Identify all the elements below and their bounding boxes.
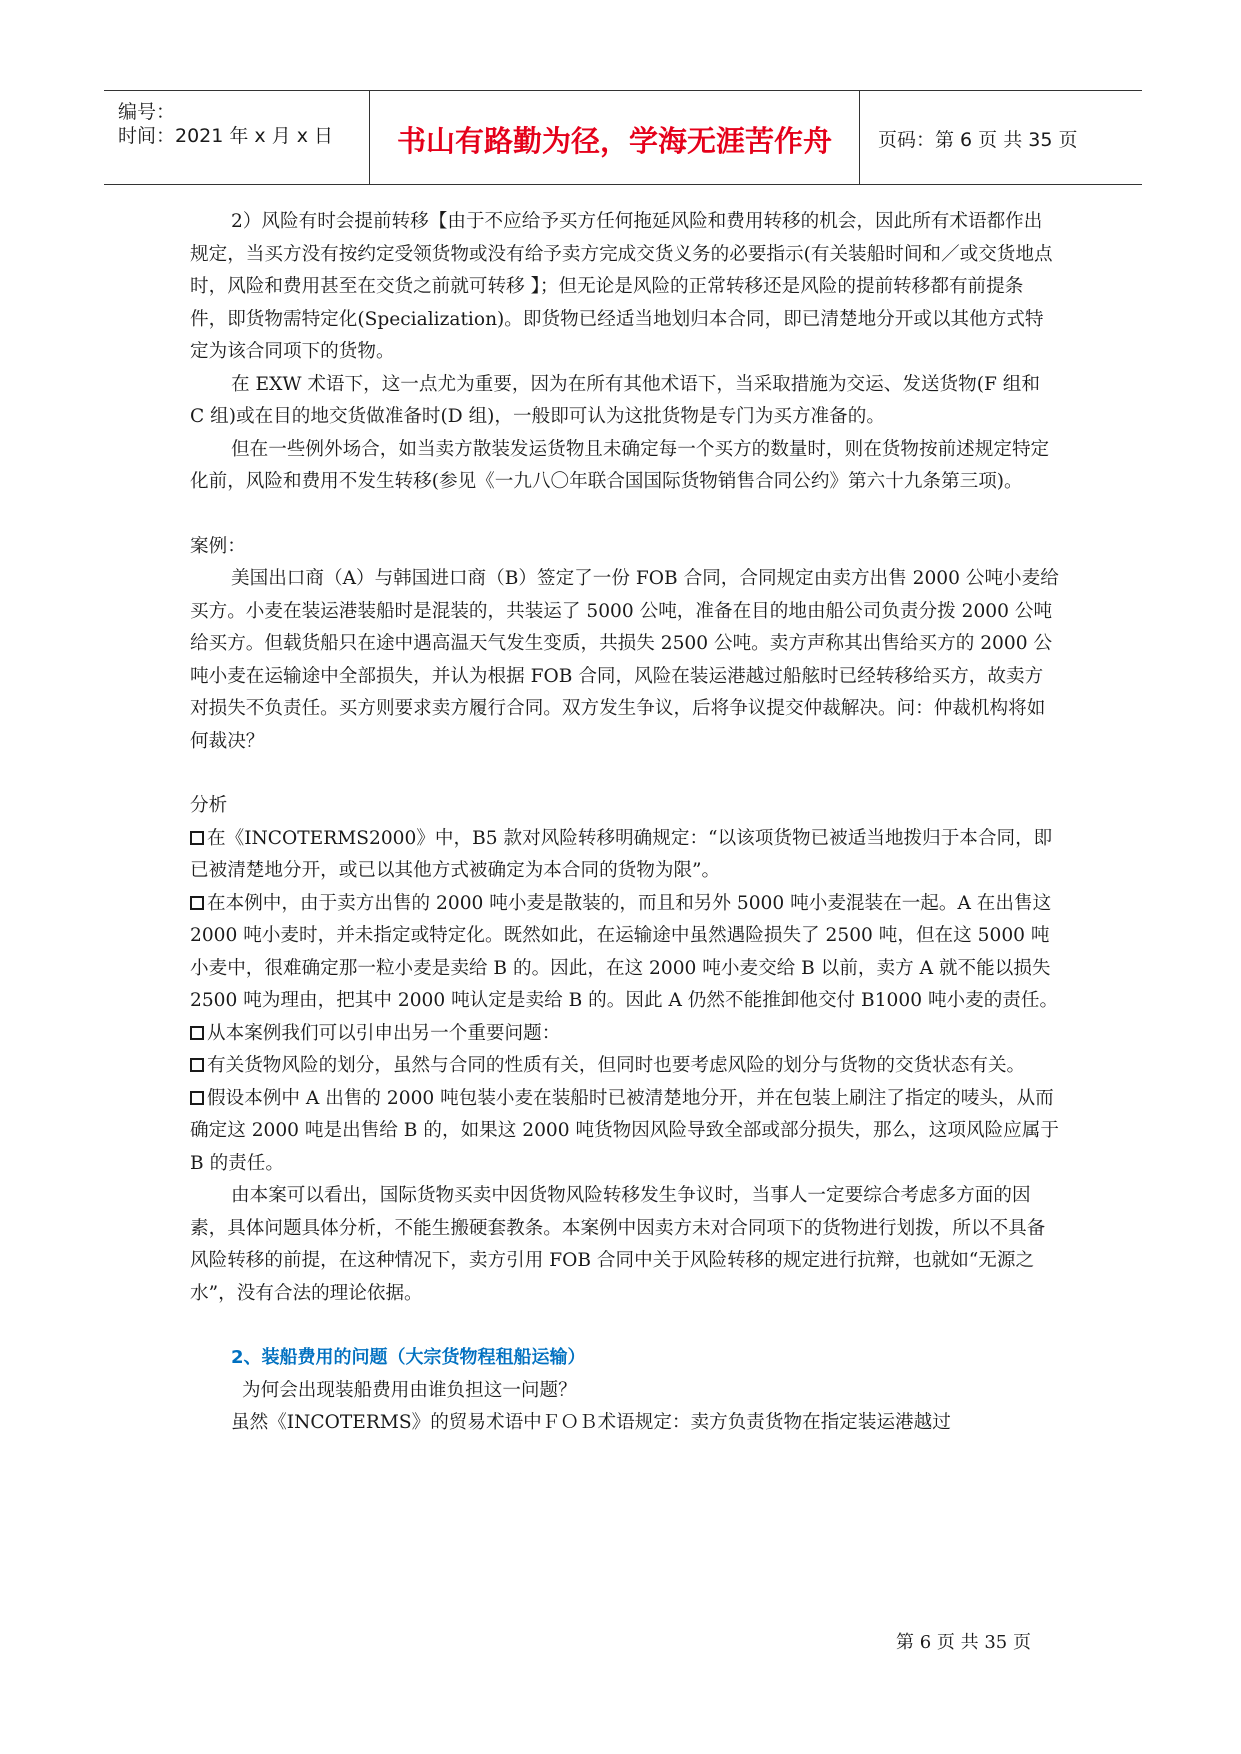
document-body bbox=[190, 206, 1060, 1440]
analysis-label: 分析 bbox=[190, 795, 228, 816]
paragraph-risk-transfer: 2）风险有时会提前转移【由于不应给予买方任何拖延风险和费用转移的机会，因此所有术语都作出规定，当买方没有按约定受领货物或没有给予卖方完成交货义务的必要指示(有关装船时间和／或交货地点时，风险和费用甚至在交货之前就可转移 】；但无论是风险的正常转移还是风险的提前转移都有前提条件，即货物需特定化(Specialization)。即货物已经适当地划归本合同，即已清楚地分开或以其他方式特定为该合同项下的货物。 bbox=[190, 211, 1053, 362]
paragraph-fob: 虽然《INCOTERMS》的贸易术语中ＦＯＢ术语规定：卖方负责货物在指定装运港越过 bbox=[231, 1412, 951, 1433]
checkbox-icon bbox=[190, 1026, 204, 1040]
checkbox-icon bbox=[190, 1091, 204, 1105]
checkbox-icon bbox=[190, 831, 204, 845]
paragraph-exception: 但在一些例外场合，如当卖方散装发运货物且未确定每一个买方的数量时，则在货物按前述规定特定化前，风险和费用不发生转移(参见《一九八〇年联合国国际货物销售合同公约》第六十九条第三项)。 bbox=[190, 438, 1050, 492]
paragraph-exw: 在 EXW 术语下，这一点尤为重要，因为在所有其他术语下，当采取措施为交运、发送货物(F 组和 C 组)或在目的地交货做准备时(D 组)，一般即可认为这批货物是专门为买方准备的。 bbox=[190, 373, 1040, 427]
document-number-label: 编号： bbox=[118, 101, 176, 123]
page-header bbox=[104, 90, 1142, 185]
case-label: 案例： bbox=[190, 535, 246, 557]
header-page-number: 页码：第 6 页 共 35 页 bbox=[878, 129, 1078, 151]
paragraph-conclusion: 由本案可以看出，国际货物买卖中因货物风险转移发生争议时，当事人一定要综合考虑多方面的因素，具体问题具体分析，不能生搬硬套教条。本案例中因卖方未对合同项下的货物进行划拨，所以不具备风险转移的前提，在这种情况下，卖方引用 FOB 合同中关于风险转移的规定进行抗辩，也就如“无源之水”，没有合法的理论依据。 bbox=[190, 1185, 1046, 1304]
checkbox-icon bbox=[190, 896, 204, 910]
paragraph-case: 美国出口商（A）与韩国进口商（B）签定了一份 FOB 合同，合同规定由卖方出售 2000 公吨小麦给买方。小麦在装运港装船时是混装的，共装运了 5000 公吨，准备在目的地由船公司负责分拨 2000 公吨给买方。但载货船只在途中遇高温天气发生变质，共损失 2500 公吨。卖方声称其出售给买方的 2000 公吨小麦在运输途中全部损失，并认为根据 FOB 合同，风险在装运港越过船舷时已经转移给买方，故卖方对损失不负责任。买方则要求卖方履行合同。双方发生争议，后将争议提交仲裁解决。问：仲裁机构将如何裁决？ bbox=[190, 568, 1059, 752]
header-slogan-cell bbox=[370, 91, 860, 184]
bullet-item: 在本例中，由于卖方出售的 2000 吨小麦是散装的，而且和另外 5000 吨小麦混装在一起。A 在出售这 2000 吨小麦时，并未指定或特定化。既然如此，在运输途中虽然遇险损失了 2500 吨，但在这 5000 吨小麦中，很难确定那一粒小麦是卖给 B 的。因此，在这 2000 吨小麦交给 B 以前，卖方 A 就不能以损失 2500 吨为理由，把其中 2000 吨认定是卖给 B 的。因此 A 仍然不能推卸他交付 B1000 吨小麦的责任。 bbox=[190, 892, 1059, 1011]
paragraph-question: 为何会出现装船费用由谁负担这一问题？ bbox=[242, 1379, 577, 1401]
header-info-cell bbox=[104, 91, 370, 184]
bullet-item: 在《INCOTERMS2000》中，B5 款对风险转移明确规定：“以该项货物已被适当地拨归于本合同，即已被清楚地分开，或已以其他方式被确定为本合同的货物为限”。 bbox=[190, 827, 1053, 881]
slogan-text: 书山有路勤为径，学海无涯苦作舟 bbox=[396, 124, 832, 158]
bullet-item: 从本案例我们可以引申出另一个重要问题： bbox=[190, 1018, 1060, 1051]
section-heading: 2、装船费用的问题（大宗货物程租船运输） bbox=[231, 1347, 586, 1368]
bullet-item: 假设本例中 A 出售的 2000 吨包装小麦在装船时已被清楚地分开，并在包装上刷注了指定的唛头，从而确定这 2000 吨是出售给 B 的，如果这 2000 吨货物因风险导致全部或部分损失，那么，这项风险应属于 B 的责任。 bbox=[190, 1087, 1059, 1174]
header-page-cell bbox=[860, 91, 1142, 184]
bullet-item: 有关货物风险的划分，虽然与合同的性质有关，但同时也要考虑风险的划分与货物的交货状态有关。 bbox=[190, 1050, 1060, 1083]
checkbox-icon bbox=[190, 1058, 204, 1072]
document-time-label: 时间：2021 年 x 月 x 日 bbox=[118, 125, 334, 147]
page-footer: 第 6 页 共 35 页 bbox=[896, 1632, 1031, 1653]
